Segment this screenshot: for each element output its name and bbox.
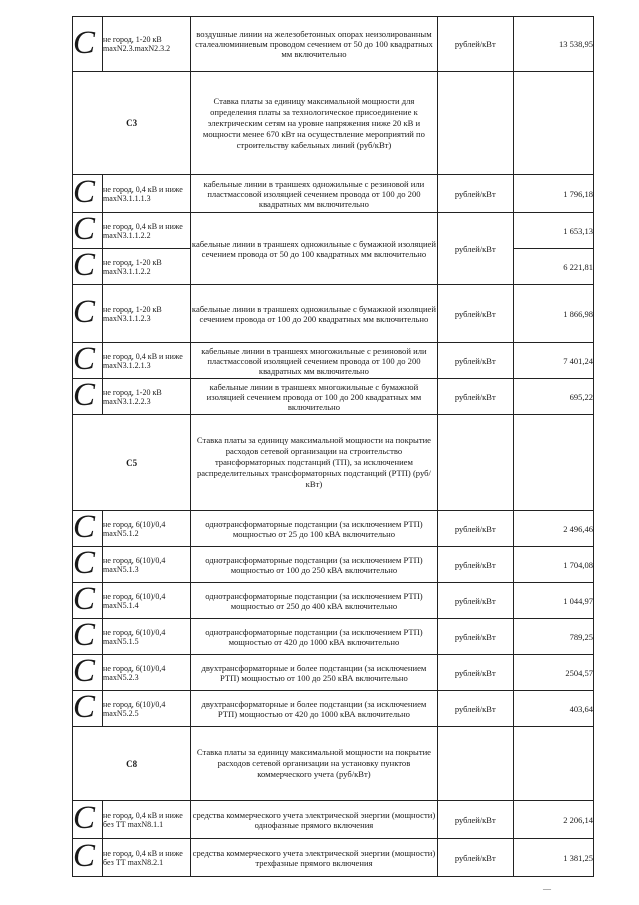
row-unit: рублей/кВт bbox=[437, 17, 513, 72]
row-unit: рублей/кВт bbox=[437, 801, 513, 839]
row-code: не город, 6(10)/0,4 maxN5.1.3 bbox=[103, 547, 191, 583]
row-marker: C bbox=[73, 619, 103, 655]
table-row bbox=[73, 17, 594, 72]
table-row bbox=[73, 175, 594, 213]
row-marker: C bbox=[73, 655, 103, 691]
row-unit: рублей/кВт bbox=[437, 583, 513, 619]
row-description: кабельные линии в траншеях одножильные с резиновой или пластмассовой изоляцией сечением провода от 100 до 200 квадратных мм включительно bbox=[191, 175, 437, 213]
row-description: средства коммерческого учета электрической энергии (мощности) трехфазные прямого включения bbox=[191, 839, 437, 877]
row-marker: C bbox=[73, 839, 103, 877]
row-description: кабельные линии в траншеях одножильные с бумажной изоляцией сечением провода от 50 до 100 квадратных мм включительно bbox=[191, 213, 437, 285]
section-row bbox=[73, 415, 594, 511]
row-code: не город, 6(10)/0,4 maxN5.1.2 bbox=[103, 511, 191, 547]
row-description: средства коммерческого учета электрической энергии (мощности) однофазные прямого включения bbox=[191, 801, 437, 839]
section-code: C8 bbox=[73, 727, 191, 801]
row-value: 403,64 bbox=[513, 691, 593, 727]
row-description: однотрансформаторные подстанции (за исключением РТП) мощностью от 420 до 1000 кВА включительно bbox=[191, 619, 437, 655]
row-description: двухтрансформаторные и более подстанции (за исключением РТП) мощностью от 420 до 1000 кВА включительно bbox=[191, 691, 437, 727]
table-row bbox=[73, 655, 594, 691]
row-description: кабельные линии в траншеях многожильные с резиновой или пластмассовой изоляцией сечением провода от 100 до 200 квадратных мм включительно bbox=[191, 343, 437, 379]
row-value: 6 221,81 bbox=[513, 249, 593, 285]
row-code: не город, 6(10)/0,4 maxN5.2.5 bbox=[103, 691, 191, 727]
row-value: 2 496,46 bbox=[513, 511, 593, 547]
row-marker: C bbox=[73, 691, 103, 727]
row-value: 1 704,08 bbox=[513, 547, 593, 583]
table-row bbox=[73, 213, 594, 249]
row-marker: C bbox=[73, 583, 103, 619]
table-row bbox=[73, 285, 594, 343]
row-description: однотрансформаторные подстанции (за исключением РТП) мощностью от 250 до 400 кВА включительно bbox=[191, 583, 437, 619]
row-code: не город, 0,4 кВ и ниже maxN3.1.1.1.3 bbox=[103, 175, 191, 213]
row-marker: C bbox=[73, 511, 103, 547]
row-code: не город, 0,4 кВ и ниже maxN3.1.2.1.3 bbox=[103, 343, 191, 379]
row-unit: рублей/кВт bbox=[437, 655, 513, 691]
row-marker: C bbox=[73, 801, 103, 839]
table-row bbox=[73, 839, 594, 877]
row-code: не город, 1-20 кВ maxN3.1.2.2.3 bbox=[103, 379, 191, 415]
row-unit: рублей/кВт bbox=[437, 285, 513, 343]
row-marker: C bbox=[73, 17, 103, 72]
row-code: не город, 0,4 кВ и ниже без ТТ maxN8.1.1 bbox=[103, 801, 191, 839]
section-code: C3 bbox=[73, 72, 191, 175]
row-unit: рублей/кВт bbox=[437, 379, 513, 415]
row-marker: C bbox=[73, 249, 103, 285]
table-row bbox=[73, 691, 594, 727]
page-mark: — bbox=[543, 884, 551, 893]
row-value: 2504,57 bbox=[513, 655, 593, 691]
row-unit: рублей/кВт bbox=[437, 619, 513, 655]
row-code: не город, 0,4 кВ и ниже без ТТ maxN8.2.1 bbox=[103, 839, 191, 877]
row-value: 1 653,13 bbox=[513, 213, 593, 249]
row-unit: рублей/кВт bbox=[437, 511, 513, 547]
row-code: не город, 1-20 кВ maxN3.1.1.2.2 bbox=[103, 249, 191, 285]
table-row bbox=[73, 583, 594, 619]
row-unit: рублей/кВт bbox=[437, 691, 513, 727]
table-row bbox=[73, 801, 594, 839]
row-value: 1 796,18 bbox=[513, 175, 593, 213]
row-value: 1 866,98 bbox=[513, 285, 593, 343]
row-code: не город, 1-20 кВ maxN2.3.maxN2.3.2 bbox=[103, 17, 191, 72]
table-row bbox=[73, 343, 594, 379]
row-marker: C bbox=[73, 213, 103, 249]
section-heading: Ставка платы за единицу максимальной мощности на покрытие расходов сетевой организации на строительство трансформаторных подстанций (ТП), за исключением распределительных трансформаторных подстанций (РТП) (руб/кВт) bbox=[191, 415, 437, 511]
row-marker: C bbox=[73, 343, 103, 379]
row-value: 7 401,24 bbox=[513, 343, 593, 379]
row-description: кабельные линии в траншеях многожильные с бумажной изоляцией сечением провода от 100 до 200 квадратных мм включительно bbox=[191, 379, 437, 415]
row-value: 2 206,14 bbox=[513, 801, 593, 839]
row-description: кабельные линии в траншеях одножильные с бумажной изоляцией сечением провода от 100 до 200 квадратных мм включительно bbox=[191, 285, 437, 343]
row-description: однотрансформаторные подстанции (за исключением РТП) мощностью от 100 до 250 кВА включительно bbox=[191, 547, 437, 583]
row-unit: рублей/кВт bbox=[437, 343, 513, 379]
table-row bbox=[73, 511, 594, 547]
row-code: не город, 6(10)/0,4 maxN5.2.3 bbox=[103, 655, 191, 691]
row-unit: рублей/кВт bbox=[437, 547, 513, 583]
table-row bbox=[73, 379, 594, 415]
section-code: C5 bbox=[73, 415, 191, 511]
row-marker: C bbox=[73, 175, 103, 213]
row-code: не город, 1-20 кВ maxN3.1.1.2.3 bbox=[103, 285, 191, 343]
row-code: не город, 6(10)/0,4 maxN5.1.5 bbox=[103, 619, 191, 655]
tariff-table bbox=[72, 16, 594, 877]
table-row bbox=[73, 619, 594, 655]
table-row bbox=[73, 547, 594, 583]
row-description: воздушные линии на железобетонных опорах неизолированным сталеалюминиевым проводом сечением от 50 до 100 квадратных мм включительно bbox=[191, 17, 437, 72]
row-unit: рублей/кВт bbox=[437, 213, 513, 285]
row-marker: C bbox=[73, 547, 103, 583]
row-value: 1 044,97 bbox=[513, 583, 593, 619]
row-value: 13 538,95 bbox=[513, 17, 593, 72]
section-row bbox=[73, 727, 594, 801]
row-code: не город, 0,4 кВ и ниже maxN3.1.1.2.2 bbox=[103, 213, 191, 249]
row-value: 695,22 bbox=[513, 379, 593, 415]
row-value: 1 381,25 bbox=[513, 839, 593, 877]
row-marker: C bbox=[73, 379, 103, 415]
row-description: двухтрансформаторные и более подстанции (за исключением РТП) мощностью от 100 до 250 кВА включительно bbox=[191, 655, 437, 691]
section-heading: Ставка платы за единицу максимальной мощности для определения платы за технологическое присоединение к электрическим сетям на уровне напряжения ниже 20 кВ и мощности менее 670 кВт на осуществление мероприятий по строительству кабельных линий (руб/кВт) bbox=[191, 72, 437, 175]
row-unit: рублей/кВт bbox=[437, 839, 513, 877]
row-marker: C bbox=[73, 285, 103, 343]
row-description: однотрансформаторные подстанции (за исключением РТП) мощностью от 25 до 100 кВА включительно bbox=[191, 511, 437, 547]
section-heading: Ставка платы за единицу максимальной мощности на покрытие расходов сетевой организации на установку пунктов коммерческого учета (руб/кВт) bbox=[191, 727, 437, 801]
row-unit: рублей/кВт bbox=[437, 175, 513, 213]
row-code: не город, 6(10)/0,4 maxN5.1.4 bbox=[103, 583, 191, 619]
section-row bbox=[73, 72, 594, 175]
row-value: 789,25 bbox=[513, 619, 593, 655]
